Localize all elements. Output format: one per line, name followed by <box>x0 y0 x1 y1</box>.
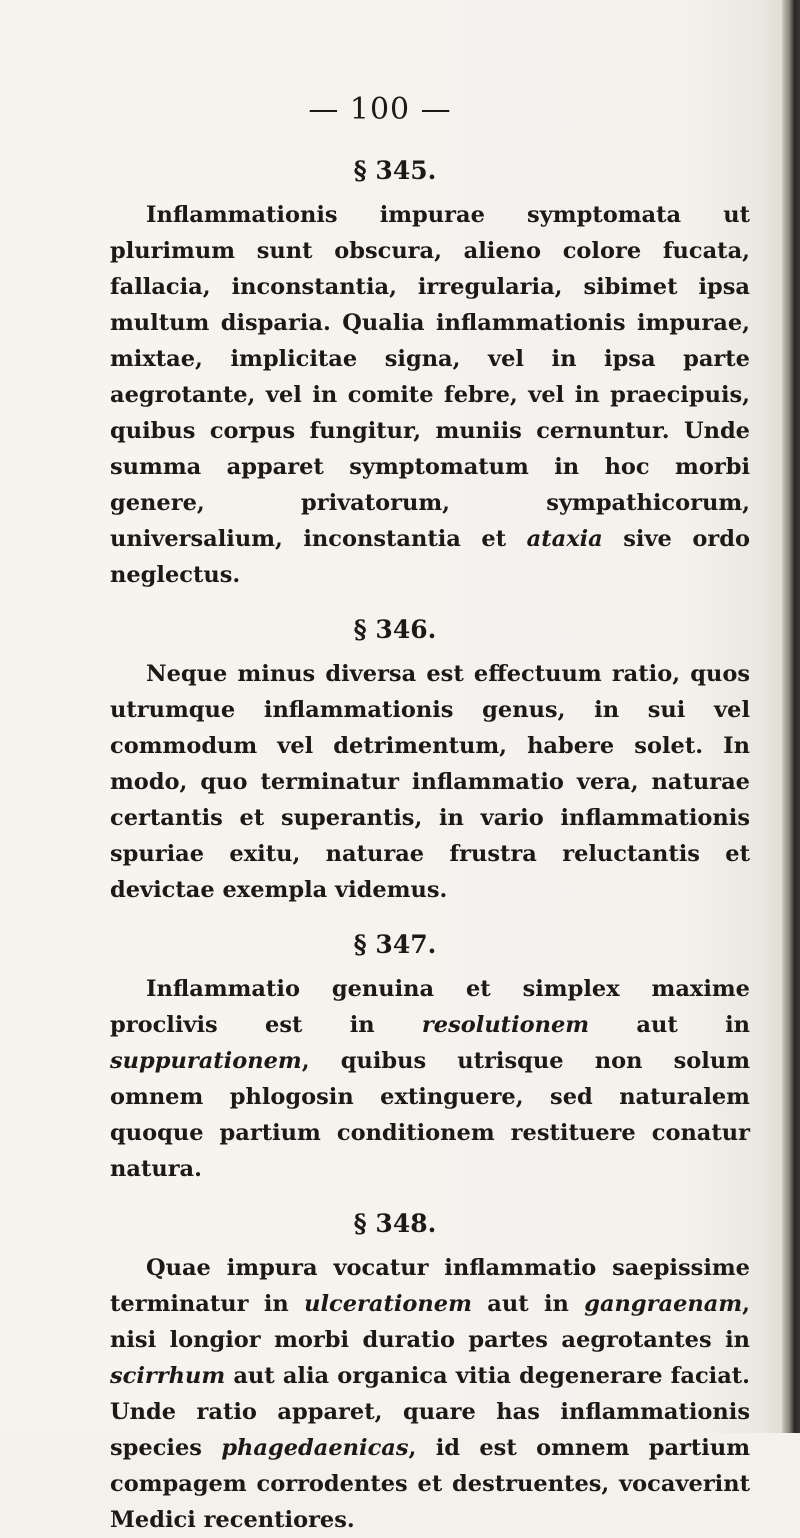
text-run: , nisi longior morbi duratio partes aegrotantes in <box>110 1291 750 1353</box>
text-run: Neque minus diversa est effectuum ratio, quos utrumque inflammationis genus, in sui vel commodum vel detrimentum, habere solet. In modo, quo terminatur inflammatio vera, naturae certantis et superantis, in vario inflammationis spuriae exitu, naturae frustra reluctantis et devictae exempla videmus. <box>110 661 750 903</box>
section-number: § 348. <box>353 1209 437 1238</box>
section-paragraph <box>110 971 750 1187</box>
italic-term: ulcerationem <box>304 1291 472 1317</box>
text-run: aut in <box>589 1012 750 1038</box>
page-number-header: — 100 — <box>308 92 452 127</box>
text-body <box>110 138 750 1538</box>
italic-term: phagedaenicas <box>221 1435 409 1461</box>
italic-term: suppurationem <box>110 1048 302 1074</box>
text-run: , quibus utrisque non solum omnem phlogosin extinguere, sed naturalem quoque partium conditionem restituere conatur natura. <box>110 1048 750 1182</box>
section-number: § 346. <box>353 615 437 644</box>
text-run: Inflammatio genuina et simplex maxime proclivis est in <box>110 976 750 1038</box>
section-number: § 347. <box>353 930 437 959</box>
text-run: , id est omnem partium compagem corrodentes et destruentes, vocaverint Medici recentiores. <box>110 1435 751 1533</box>
italic-term: scirrhum <box>110 1363 226 1389</box>
section-paragraph <box>110 656 750 908</box>
section-paragraph <box>110 197 750 593</box>
italic-term: resolutionem <box>421 1012 590 1038</box>
section-paragraph <box>110 1250 750 1538</box>
text-run: Quae impura vocatur inflammatio saepissime terminatur in <box>110 1255 750 1317</box>
book-spine-edge <box>782 0 800 1433</box>
text-run: aut alia organica vitia degenerare faciat. Unde ratio apparet, quare has inflammationis species <box>110 1363 750 1461</box>
italic-term: gangraenam <box>584 1291 743 1317</box>
italic-term: ataxia <box>526 526 603 552</box>
section-number: § 345. <box>353 156 437 185</box>
text-run: sive ordo neglectus. <box>110 526 750 588</box>
text-run: Inflammationis impurae symptomata ut plurimum sunt obscura, alieno colore fucata, fallacia, inconstantia, irregularia, sibimet ipsa multum disparia. Qualia inflammationis impurae, mixtae, implicitae signa, vel in ipsa parte aegrotante, vel in comite febre, vel in praecipuis, quibus corpus fungitur, muniis cernuntur. Unde summa apparet symptomatum in hoc morbi genere, privatorum, sympathicorum, universalium, inconstantia et <box>110 202 750 552</box>
text-run: aut in <box>471 1291 585 1317</box>
